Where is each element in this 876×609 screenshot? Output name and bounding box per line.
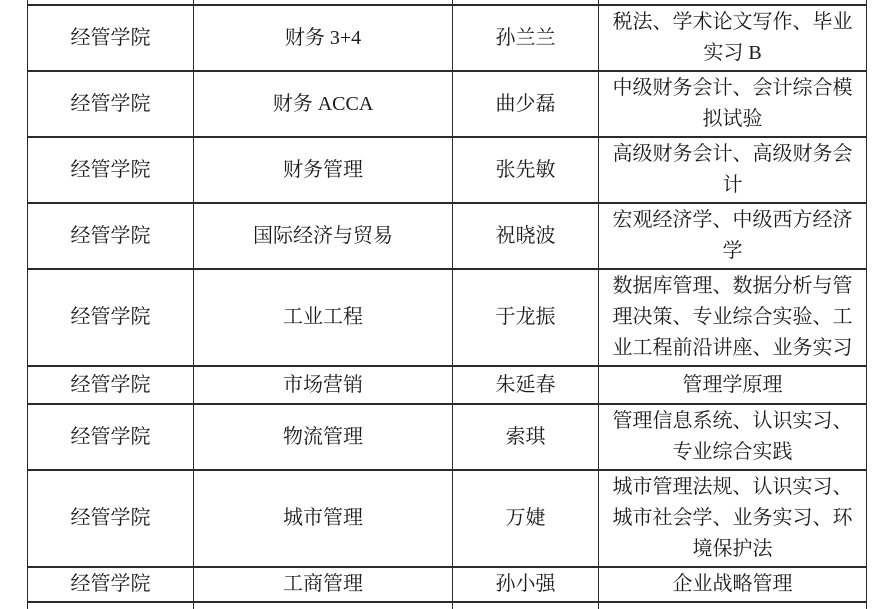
table-row-partial-bottom bbox=[28, 602, 867, 609]
cell-empty bbox=[194, 602, 453, 609]
cell-college: 经管学院 bbox=[28, 366, 194, 404]
cell-courses: 企业战略管理 bbox=[599, 567, 867, 602]
cell-courses: 数据库管理、数据分析与管理决策、专业综合实验、工业工程前沿讲座、业务实习 bbox=[599, 269, 867, 366]
table-row bbox=[28, 567, 867, 602]
cell-courses: 高级财务会计、高级财务会计 bbox=[599, 137, 867, 203]
cell-courses: 管理信息系统、认识实习、专业综合实践 bbox=[599, 404, 867, 470]
cell-teacher: 祝晓波 bbox=[453, 203, 599, 269]
cell-teacher: 索琪 bbox=[453, 404, 599, 470]
cell-major: 财务管理 bbox=[194, 137, 453, 203]
cell-major: 工业工程 bbox=[194, 269, 453, 366]
cell-major: 物流管理 bbox=[194, 404, 453, 470]
cell-college: 经管学院 bbox=[28, 404, 194, 470]
cell-major: 城市管理 bbox=[194, 470, 453, 567]
cell-empty bbox=[599, 602, 867, 609]
cell-teacher: 朱延春 bbox=[453, 366, 599, 404]
cell-college: 经管学院 bbox=[28, 5, 194, 71]
cell-teacher: 万婕 bbox=[453, 470, 599, 567]
table-row bbox=[28, 137, 867, 203]
table-row bbox=[28, 269, 867, 366]
cell-college: 经管学院 bbox=[28, 470, 194, 567]
cell-empty bbox=[28, 602, 194, 609]
table-row bbox=[28, 366, 867, 404]
cell-courses: 中级财务会计、会计综合模拟试验 bbox=[599, 71, 867, 137]
table-row bbox=[28, 203, 867, 269]
cell-teacher: 孙兰兰 bbox=[453, 5, 599, 71]
cell-courses: 税法、学术论文写作、毕业实习 B bbox=[599, 5, 867, 71]
cell-courses: 管理学原理 bbox=[599, 366, 867, 404]
cell-major: 工商管理 bbox=[194, 567, 453, 602]
cell-teacher: 孙小强 bbox=[453, 567, 599, 602]
cell-college: 经管学院 bbox=[28, 203, 194, 269]
cell-college: 经管学院 bbox=[28, 269, 194, 366]
cell-college: 经管学院 bbox=[28, 137, 194, 203]
cell-teacher: 于龙振 bbox=[453, 269, 599, 366]
cell-college: 经管学院 bbox=[28, 567, 194, 602]
cell-empty bbox=[453, 602, 599, 609]
cell-major: 市场营销 bbox=[194, 366, 453, 404]
cell-major: 财务 ACCA bbox=[194, 71, 453, 137]
table-row bbox=[28, 5, 867, 71]
cell-courses: 宏观经济学、中级西方经济学 bbox=[599, 203, 867, 269]
cell-major: 财务 3+4 bbox=[194, 5, 453, 71]
table-row bbox=[28, 470, 867, 567]
table-row bbox=[28, 71, 867, 137]
cell-teacher: 曲少磊 bbox=[453, 71, 599, 137]
cell-teacher: 张先敏 bbox=[453, 137, 599, 203]
course-table bbox=[27, 0, 867, 609]
table-row bbox=[28, 404, 867, 470]
cell-courses: 城市管理法规、认识实习、城市社会学、业务实习、环境保护法 bbox=[599, 470, 867, 567]
cell-college: 经管学院 bbox=[28, 71, 194, 137]
cell-major: 国际经济与贸易 bbox=[194, 203, 453, 269]
